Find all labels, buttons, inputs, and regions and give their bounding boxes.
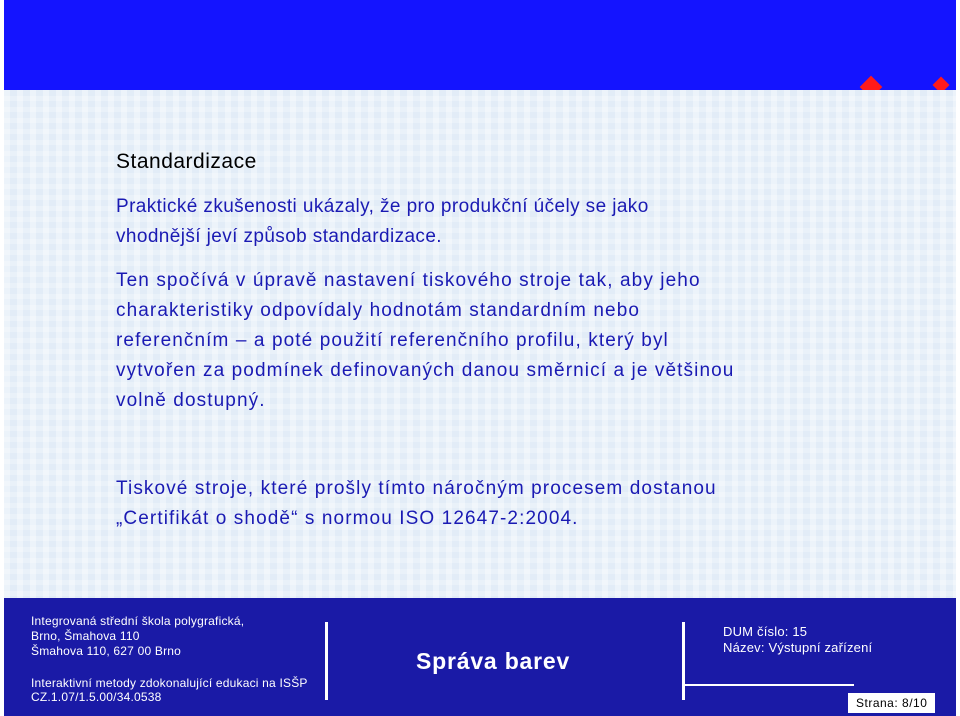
footer-divider <box>682 622 685 700</box>
header-band <box>4 0 956 90</box>
footer-bar <box>4 598 956 716</box>
footer-divider <box>325 622 328 700</box>
text-line: referenčním – a poté použití referenčního profilu, který byl <box>116 330 669 351</box>
dum-number: DUM číslo: 15 <box>723 624 808 639</box>
program-code: CZ.1.07/1.5.00/34.0538 <box>31 690 162 704</box>
page-number: Strana: 8/10 <box>848 693 935 713</box>
school-address-line2: Šmahova 110, 627 00 Brno <box>31 644 182 658</box>
subject-title: Správa barev <box>416 648 571 674</box>
school-name: Integrovaná střední škola polygrafická, <box>31 614 245 628</box>
text-line: Ten spočívá v úpravě nastavení tiskového stroje tak, aby jeho <box>116 270 701 291</box>
paragraph-intro <box>116 192 816 252</box>
school-address-line1: Brno, Šmahova 110 <box>31 629 140 643</box>
slide-heading: Standardizace <box>116 150 257 173</box>
text-line: Praktické zkušenosti ukázaly, že pro produkční účely se jako <box>116 196 649 217</box>
text-line: charakteristiky odpovídaly hodnotám standardním nebo <box>116 300 641 321</box>
text-line: Tiskové stroje, které prošly tímto náročným procesem dostanou <box>116 478 717 499</box>
footer-underline <box>684 684 854 686</box>
text-line: vhodnější jeví způsob standardizace. <box>116 226 442 247</box>
program-name: Interaktivní metody zdokonalující edukaci na ISŠP <box>31 676 308 690</box>
dum-name: Název: Výstupní zařízení <box>723 640 873 655</box>
paragraph-explanation <box>116 266 816 416</box>
text-line: volně dostupný. <box>116 390 266 411</box>
text-line: „Certifikát o shodě“ s normou ISO 12647-2:2004. <box>116 508 579 529</box>
paragraph-certificate <box>116 474 816 534</box>
text-line: vytvořen za podmínek definovaných danou směrnicí a je většinou <box>116 360 735 381</box>
